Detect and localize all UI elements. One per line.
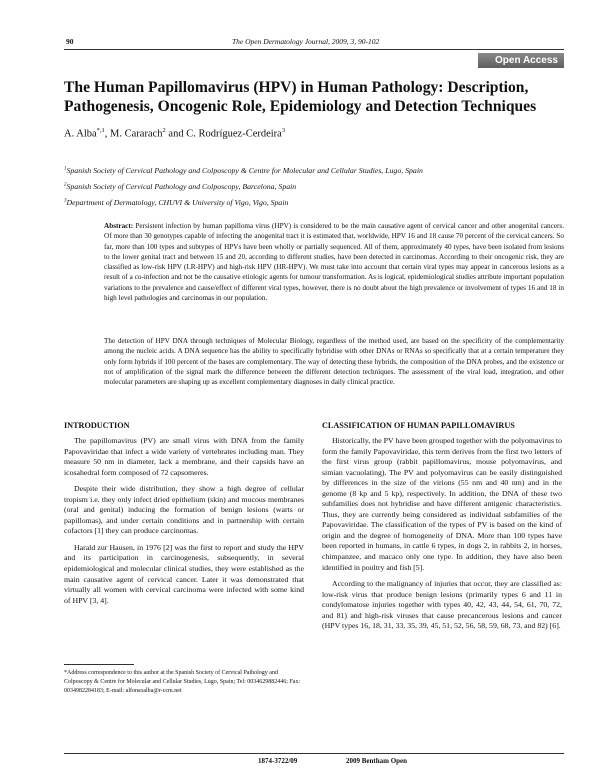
author-separator: , <box>104 128 111 140</box>
issn-code: 1874-3722/09 <box>258 757 298 765</box>
author-name: C. Rodríguez-Cerdeira <box>186 128 282 140</box>
page-number: 90 <box>66 37 74 46</box>
author-list <box>64 127 285 140</box>
affiliation <box>64 166 423 175</box>
affiliation-text: Spanish Society of Cervical Pathology and Colposcopy, Barcelona, Spain <box>66 182 297 191</box>
author-separator: and <box>165 128 187 140</box>
open-access-badge: Open Access <box>478 53 564 68</box>
body-paragraph: Historically, the PV have been grouped together with the polyomavirus to form the family Papovaviridae, this term derives from the first two letters of the first virus group (rabbit papillomavirus, mouse polyomavirus, and simian vacuolating). The PV and polyomavirus can be easily distinguished by differences in the size of the virions (55 nm and 40 nm) and in the genome (8 kp and 5 kp), respectively. In addition, the DNA of these two subfamilies does not hybridise and have different antigenic characteristics. Thus, they are currently being considered as individual subfamilies of the Papovaviridae. The classification of the types of PV is based on the kind of origin and the degree of homogeneity of DNA. More than 100 types have been reported in humans, in cattle 6 types, in dogs 2, in rabbits 2, in horses, chimpanzee, and macaco only one type. In addition, they have also been identified in poultry and fish [5]. <box>322 436 562 572</box>
footnote-rule <box>64 664 134 665</box>
affiliation-number: 2 <box>64 182 67 188</box>
author-affiliation-mark: *,1 <box>96 127 105 134</box>
article-title: The Human Papillomavirus (HPV) in Human Pathology: Description, Pathogenesis, Oncogenic Role, Epidemiology and Detection Techniques <box>64 79 537 115</box>
abstract-paragraph <box>104 221 564 303</box>
body-paragraph: Harald zur Hausen, in 1976 [2] was the first to report and study the HPV and its participation in carcinogenesis, subsequently, in several epidemiological and molecular clinical studies, they were established as the main causative agent of cervical cancer. Later it was demonstrated that virtually all women with cervical carcinoma were infected with some kind of HPV [3, 4]. <box>64 542 304 605</box>
affiliation <box>64 198 288 207</box>
abstract-label: Abstract: <box>104 222 134 230</box>
body-paragraph: The papillomavirus (PV) are small virus with DNA from the family Papovaviridae that infect a wide variety of vertebrates including man. They measure 50 nm in diameter, lack a membrane, and their capsids have an icosahedral form composed of 72 capsomeres. <box>64 436 304 477</box>
section-heading-introduction: INTRODUCTION <box>64 421 130 430</box>
abstract-text: Persistent infection by human papilloma virus (HPV) is considered to be the main causative agent of cervical cancer and other anogenital cancers. Of more than 30 genotypes capable of infecting the anogenital tract it is estimated that, worldwide, HPV 16 and 18 cause 70 percent of the cervical cancers. So far, more than 100 types and subtypes of HPVs have been wholly or partially sequenced. All of them, approximately 40 types, have been isolated from lesions to the lower genital tract and between 15 and 20, according to different studies, have been detected in carcinomas. According to their oncogenic risk, they are classified as low-risk HPV (LR-HPV) and high-risk HPV (HR-HPV). We must take into account that certain viral types may appear in cancerous lesions as a result of a co-infection and not be the causative etiologic agents for tumour transformation. As is logical, epidemiological studies attribute important population variations to the prevalence and cause/effect of different viral types, however, there is no doubt about the high prevalence or involvement of types 16 and 18 in high level pathologies and carcinomas in our population. <box>104 222 565 303</box>
affiliation-number: 1 <box>64 166 67 172</box>
author-affiliation-mark: 2 <box>162 127 166 134</box>
author-affiliation-mark: 3 <box>281 127 286 134</box>
affiliation-text: Department of Dermatology, CHUVI & University of Vigo, Vigo, Spain <box>66 198 289 207</box>
correspondence-footnote: *Address correspondence to this author at the Spanish Society of Cervical Pathology and Colposcopy & Centre for Molecular and Cellular Studies, Lugo, Spain; Tel: 0034629882446; Fax: 0034982284183; E-mail: alfonsoalba@r-ccm.net <box>64 670 301 694</box>
journal-citation: The Open Dermatology Journal, 2009, 3, 90-102 <box>232 37 380 46</box>
author-name: M. Cararach <box>110 128 163 140</box>
affiliation <box>64 182 296 191</box>
body-paragraph: According to the malignancy of injuries that occur, they are classified as: low-risk virus that produce benign lesions (primarily types 6 and 11 in condylomatose injuries together with types 40, 42, 43, 44, 54, 61, 70, 72, and 81) and high-risk viruses that cause precancerous lesions and cancer (HPV types 16, 18, 31, 33, 35, 39, 45, 51, 52, 56, 58, 59, 68, 73, and 82) [6]. <box>322 579 562 631</box>
right-column <box>322 436 562 638</box>
affiliation-text: Spanish Society of Cervical Pathology and Colposcopy & Centre for Molecular and Cellular Studies, Lugo, Spain <box>66 166 423 175</box>
publisher-copyright: 2009 Bentham Open <box>346 757 408 765</box>
left-column <box>64 436 304 612</box>
footer-rule <box>64 753 564 754</box>
abstract-paragraph: The detection of HPV DNA through techniques of Molecular Biology, regardless of the method used, are based on the specificity of the complementarity among the nucleic acids. A DNA sequence has the ability to specifically hybridise with other DNAs or RNAs so specifically that at a certain temperature they only form hybrids if 100 percent of the bases are complementary. The way of detecting these hybrids, the composition of the DNA probes, and the existence or not of amplification of the signal mark the difference between the different detection techniques. The assessment of the viral load, integration, and other molecular parameters are shaping up as excellent complementary diagnoses in daily clinical practice. <box>104 337 564 387</box>
author-name: A. Alba <box>64 128 97 140</box>
body-paragraph: Despite their wide distribution, they show a high degree of cellular tropism i.e. they only infect dried epithelium (skin) and mucous membranes (oral and genital) inducing the formation of benign lesions (warts or papillomas), and under certain conditions and in partnership with certain cofactors [1] they can produce carcinomas. <box>64 484 304 536</box>
section-heading-classification: CLASSIFICATION OF HUMAN PAPILLOMAVIRUS <box>322 421 515 430</box>
header-rule <box>64 49 564 50</box>
affiliation-number: 3 <box>64 198 67 204</box>
